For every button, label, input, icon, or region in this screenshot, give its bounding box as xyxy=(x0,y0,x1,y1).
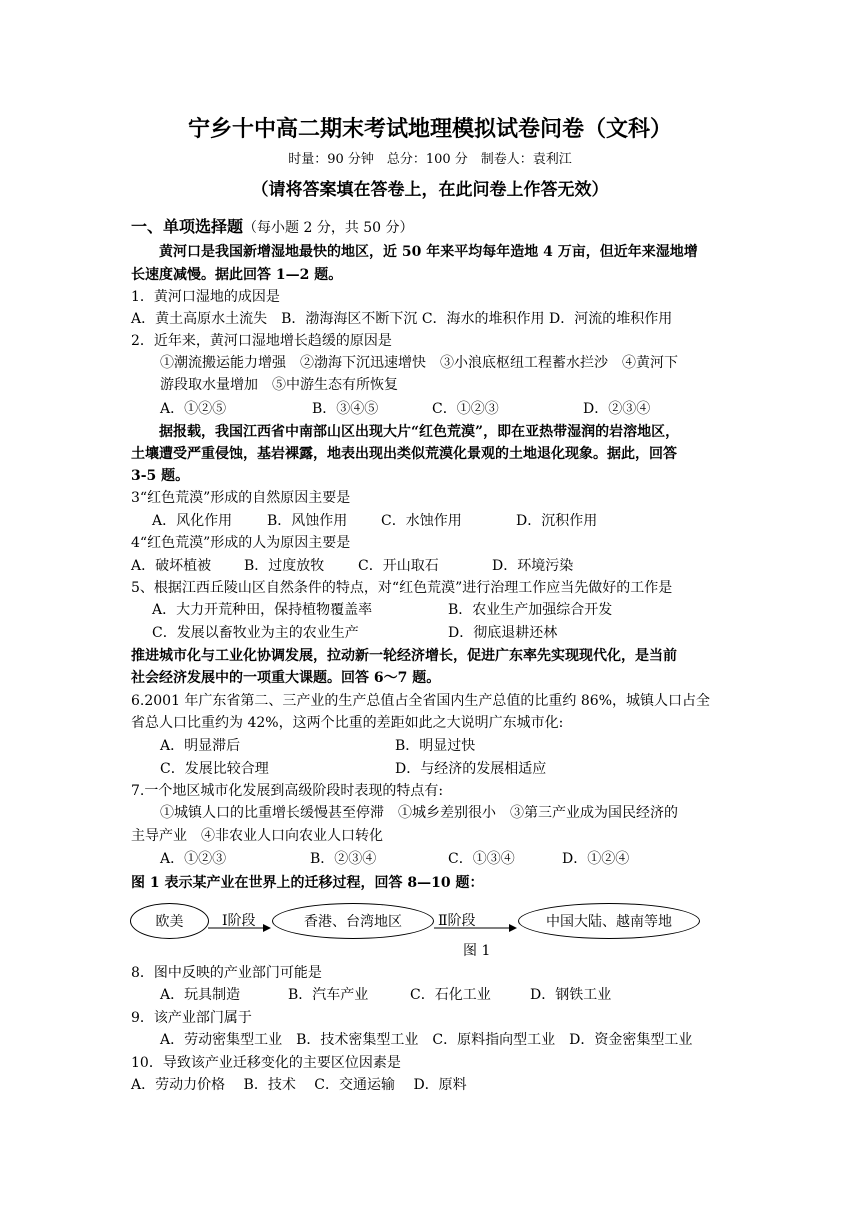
passage-2-line-2: 土壤遭受严重侵蚀，基岩裸露，地表出现出类似荒漠化景观的土地退化现象。据此，回答 xyxy=(131,446,677,462)
question-7-items-1: ①城镇人口的比重增长缓慢甚至停滞 ①城乡差别很小 ③第三产业成为国民经济的 xyxy=(160,805,678,821)
passage-3-line-1: 推进城市化与工业化协调发展，拉动新一轮经济增长，促进广东率先实现现代化，是当前 xyxy=(131,648,677,664)
page-title: 宁乡十中高二期末考试地理模拟试卷问卷（文科） xyxy=(187,116,672,142)
question-4-option-a: A．破坏植被 xyxy=(131,558,212,574)
question-2-stem: 2．近年来，黄河口湿地增长趋缓的原因是 xyxy=(131,333,392,349)
edge-label-stage-2: Ⅱ阶段 xyxy=(438,913,476,929)
question-2-option-d: D．②③④ xyxy=(583,401,651,417)
question-6-stem-1: 6.2001 年广东省第二、三产业的生产总值占全省国内生产总值的比重约 86%，城镇人口占全 xyxy=(131,693,711,709)
question-2-items-2: 游段取水量增加 ⑤中游生态有所恢复 xyxy=(160,377,398,393)
question-5-option-d: D．彻底退耕还林 xyxy=(448,625,558,641)
question-5-option-c: C．发展以畜牧业为主的农业生产 xyxy=(152,625,359,641)
passage-1-line-2: 长速度减慢。据此回答 1—2 题。 xyxy=(131,267,343,283)
question-10-stem: 10．导致该产业迁移变化的主要区位因素是 xyxy=(131,1055,401,1071)
question-9-options: A．劳动密集型工业 B．技术密集型工业 C．原料指向型工业 D．资金密集型工业 xyxy=(160,1032,693,1048)
question-6-stem-2: 省总人口比重约为 42%，这两个比重的差距如此之大说明广东城市化: xyxy=(131,715,564,731)
question-7-option-a: A．①②③ xyxy=(160,851,227,867)
question-6-option-d: D．与经济的发展相适应 xyxy=(395,761,547,777)
passage-1-line-1: 黄河口是我国新增湿地最快的地区，近 50 年来平均每年造地 4 万亩，但近年来湿地增 xyxy=(131,244,698,260)
question-2-option-b: B．③④⑤ xyxy=(312,401,379,417)
question-2-option-a: A．①②⑤ xyxy=(160,401,227,417)
passage-3-line-2: 社会经济发展中的一项重大课题。回答 6～7 题。 xyxy=(131,670,441,686)
node-mainland-vietnam: 中国大陆、越南等地 xyxy=(518,903,700,939)
question-1-options: A．黄土高原水土流失 B．渤海海区不断下沉 C．海水的堆积作用 D．河流的堆积作用 xyxy=(131,311,673,327)
question-4-option-c: C．开山取石 xyxy=(358,558,439,574)
question-5-option-a: A．大力开荒种田，保持植物覆盖率 xyxy=(152,602,373,618)
question-8-option-a: A．玩具制造 xyxy=(160,987,241,1003)
question-8-stem: 8．图中反映的产业部门可能是 xyxy=(131,965,322,981)
question-8-option-b: B．汽车产业 xyxy=(288,987,369,1003)
question-6-option-b: B．明显过快 xyxy=(395,738,476,754)
question-7-stem: 7.一个地区城市化发展到高级阶段时表现的特点有: xyxy=(131,783,444,799)
question-1-stem: 1．黄河口湿地的成因是 xyxy=(131,289,280,305)
edge-label-stage-1: Ⅰ阶段 xyxy=(222,913,256,929)
question-8-option-c: C．石化工业 xyxy=(410,987,491,1003)
question-6-option-c: C．发展比较合理 xyxy=(160,761,269,777)
question-7-items-2: 主导产业 ④非农业人口向农业人口转化 xyxy=(131,828,383,844)
question-3-option-b: B．风蚀作用 xyxy=(267,513,348,529)
node-europe-america: 欧美 xyxy=(130,903,209,939)
question-6-option-a: A．明显滞后 xyxy=(160,738,241,754)
question-3-option-d: D．沉积作用 xyxy=(516,513,598,529)
question-10-options: A．劳动力价格 B．技术 C．交通运输 D．原料 xyxy=(131,1077,467,1093)
question-4-stem: 4“红色荒漠”形成的人为原因主要是 xyxy=(131,535,351,551)
question-3-option-c: C．水蚀作用 xyxy=(381,513,462,529)
question-7-option-c: C．①③④ xyxy=(448,851,515,867)
figure-1-caption: 图 1 xyxy=(463,943,491,959)
question-4-option-d: D．环境污染 xyxy=(492,558,574,574)
question-7-option-b: B．②③④ xyxy=(310,851,377,867)
question-2-items-1: ①潮流搬运能力增强 ②渤海下沉迅速增快 ③小浪底枢纽工程蓄水拦沙 ④黄河下 xyxy=(160,355,678,371)
exam-meta: 时量：90 分钟 总分：100 分 制卷人：袁利江 xyxy=(288,152,572,167)
passage-2-line-3: 3-5 题。 xyxy=(131,468,190,484)
section-title: 一、单项选择题 xyxy=(131,217,244,236)
passage-2-line-1: 据报载，我国江西省中南部山区出现大片“红色荒漠”，即在亚热带湿润的岩溶地区， xyxy=(131,424,680,440)
question-4-option-b: B．过度放牧 xyxy=(244,558,325,574)
section-note: （每小题 2 分，共 50 分） xyxy=(243,220,414,236)
question-3-stem: 3“红色荒漠”形成的自然原因主要是 xyxy=(131,490,351,506)
question-5-option-b: B．农业生产加强综合开发 xyxy=(448,602,613,618)
question-5-stem: 5、根据江西丘陵山区自然条件的特点，对“红色荒漠”进行治理工作应当先做好的工作是 xyxy=(131,580,673,596)
question-9-stem: 9．该产业部门属于 xyxy=(131,1010,252,1026)
answer-notice: （请将答案填在答卷上，在此问卷上作答无效） xyxy=(251,180,609,200)
node-hongkong-taiwan: 香港、台湾地区 xyxy=(272,903,434,939)
passage-4-line-1: 图 1 表示某产业在世界上的迁移过程，回答 8—10 题： xyxy=(131,875,484,891)
question-2-option-c: C．①②③ xyxy=(432,401,499,417)
question-7-option-d: D．①②④ xyxy=(562,851,630,867)
question-3-option-a: A．风化作用 xyxy=(152,513,233,529)
question-8-option-d: D．钢铁工业 xyxy=(530,987,612,1003)
